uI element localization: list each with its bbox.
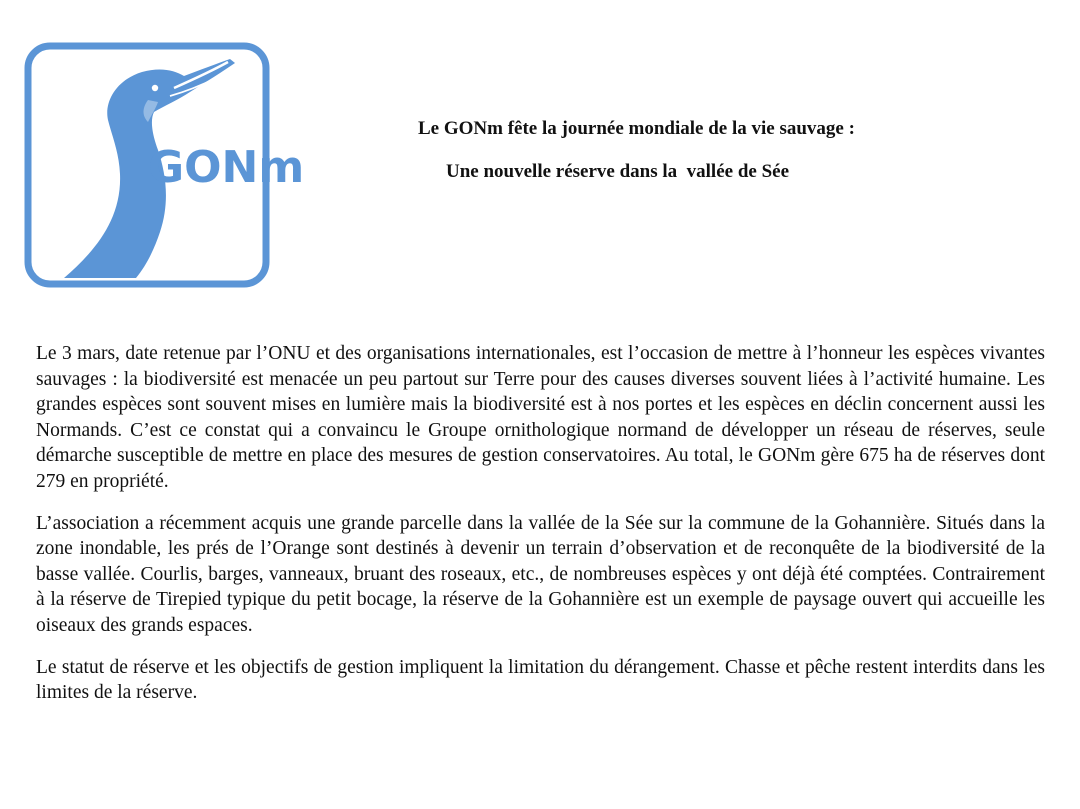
svg-text:GONm: GONm	[148, 142, 305, 193]
page-subtitle: Une nouvelle réserve dans la vallée de Sée	[446, 161, 790, 182]
article-paragraph: Le 3 mars, date retenue par l’ONU et des organisations internationales, est l’occasion de mettre à l’honneur les espèces vivantes sauvages : la biodiversité est menacée un peu partout sur Terre pour des causes diverses souvent liées à l’activité humaine. Les grandes espèces sont souvent mises en lumière mais la biodiversité est à nos portes et les espèces en déclin concernent aussi les Normands. C’est ce constat qui a convaincu le Groupe ornithologique normand de développer un réseau de réserves, seule démarche susceptible de mettre en place des mesures de gestion conservatoires. Au total, le GONm gère 675 ha de réserves dont 279 en propriété.	[36, 343, 1045, 492]
article-paragraph: Le statut de réserve et les objectifs de gestion impliquent la limitation du dérangement. Chasse et pêche restent interdits dans les limites de la réserve.	[36, 656, 1045, 704]
cormorant-logo-icon	[24, 42, 305, 288]
article-body	[36, 341, 1045, 722]
page-title: Le GONm fête la journée mondiale de la vie sauvage :	[418, 118, 855, 139]
article-paragraph: L’association a récemment acquis une grande parcelle dans la vallée de la Sée sur la commune de la Gohannière. Situés dans la zone inondable, les prés de l’Orange sont destinés à devenir un terrain d’observation et de reconquête de la biodiversité de la basse vallée. Courlis, barges, vanneaux, bruant des roseaux, etc., de nombreuses espèces y ont déjà été comptées. Contrairement à la réserve de Tirepied typique du petit bocage, la réserve de la Gohannière est un exemple de paysage ouvert qui accueille les oiseaux des grands espaces.	[36, 512, 1045, 636]
gonm-logo	[24, 42, 305, 288]
